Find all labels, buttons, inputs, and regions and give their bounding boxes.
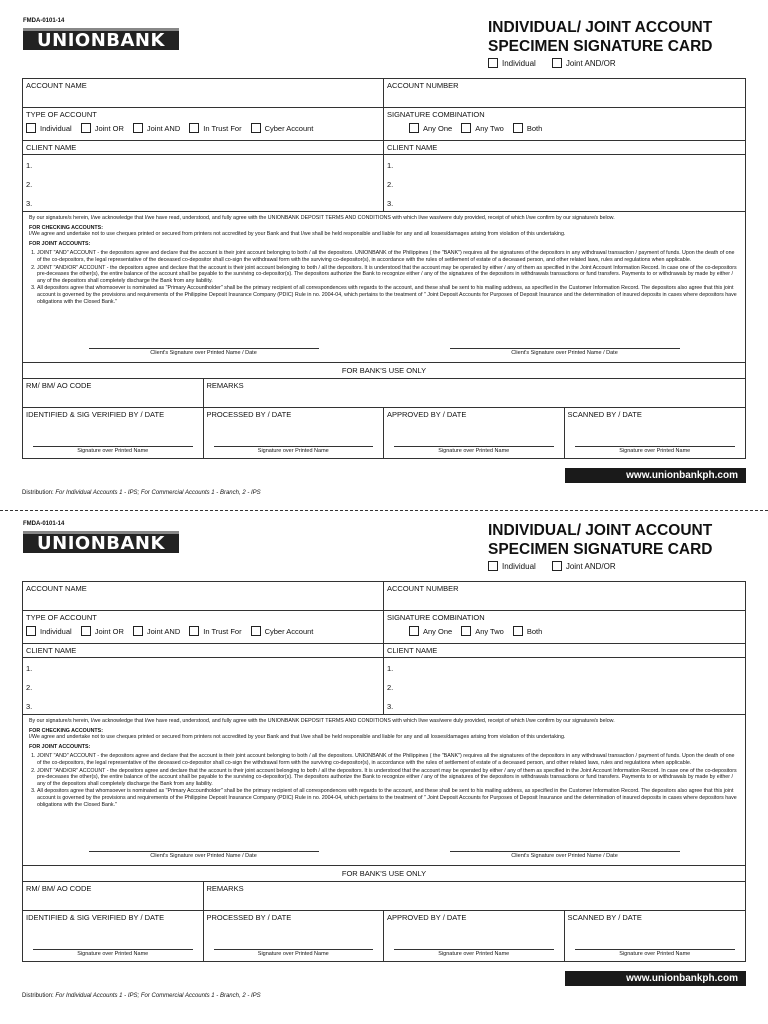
- combo-any-two-checkbox[interactable]: Any Two: [461, 626, 504, 636]
- client-names-left[interactable]: 1. 2. 3.: [23, 155, 384, 211]
- type-cyber-account-checkbox[interactable]: Cyber Account: [251, 123, 314, 133]
- processed-by-field[interactable]: PROCESSED BY / DATE Signature over Printed Name: [204, 408, 385, 458]
- account-number-field[interactable]: ACCOUNT NUMBER: [387, 81, 459, 90]
- signature-form: [22, 78, 746, 459]
- combo-both-checkbox[interactable]: Both: [513, 123, 542, 133]
- account-number-field[interactable]: ACCOUNT NUMBER: [387, 584, 459, 593]
- client-names-right[interactable]: 1. 2. 3.: [387, 161, 394, 208]
- type-joint-or-checkbox[interactable]: Joint OR: [81, 123, 124, 133]
- account-name-field[interactable]: ACCOUNT NAME: [23, 79, 384, 107]
- cut-line: [0, 510, 768, 511]
- joint-andor-checkbox[interactable]: Joint AND/OR: [552, 58, 616, 68]
- client-name-header-left: CLIENT NAME: [23, 644, 384, 657]
- form-code: FMDA-0101-14: [23, 521, 65, 527]
- verified-by-field[interactable]: IDENTIFIED & SIG VERIFIED BY / DATE Signature over Printed Name: [23, 408, 204, 458]
- client-name-header-left: CLIENT NAME: [23, 141, 384, 154]
- agreement-text: By our signature/s herein, I/we acknowledge that I/we have read, understood, and fully agree with the UNIONBANK DEPOSIT TERMS AND CONDITIONS with which I/we was/were duly provided, receipt of which I/we confirm by our signature/s below. FOR CHECKING ACCOUNTS: I/We agree and undertake not to use cheques printed or secured from printers not accredited by your Bank and that I/we shall be held responsible and liable for any and all losses/damages arising from violation of this undertaking. FOR JOINT ACCOUNTS: 1. JOINT "AND" ACCOUNT - the depositors agree and declare that the account is their joint account belonging to both / all the depositors. UNIONBANK of the Philippines ( the "BANK") requires all the signatures of the depositors in any withdrawal transaction / payment of funds. Upon the death of one of the co-depositors, the legal representative of the deceased co-depositor shall co-sign the withdrawal form with the surviving co-depositor(s), in accordance with the rules of settlement of estate of a deceased person, and other related laws, rules and regulations when applicable. 2. JOINT "AND/OR" ACCOUNT - the depositors agree and declare that the account is their joint account belonging to both / all the depositors. It is understood that the account may be operated by either / any of them as specified in the Joint Account Information Record. In case one of the co-depositors pre-deceases the other(s), the entire balance of the account shall be payable to the surviving co-depositor(s). The depositors authorize the Bank to recognize either / any of the signatures of the depositors in withdrawals transactions or fund transfers. Payments to or withdrawals by made by either / any of the depositors shall completely discharge the Bank from any liability. 3. All depositors agree that whomsoever is nominated as "Primary Accountholder" shall be the primary recipient of all correspondences with regards to the account, and these shall be sent to his mailing address, as specified in the Customer Information Record. The depositors also agree that this joint account is governed by the provisions and requirements of the Philippine Deposit Insurance Company (PDIC) Rule in no. 2004-04, which pertains to the treatment of " Joint Deposit Accounts for Purposes of Deposit Insurance and the determination of insured deposits in cases where depositors have obligations with the Closed Bank." Client's Signature over Printed Name / Date Client's Signature over Printed Name / Date: [23, 212, 745, 362]
- client-names-left[interactable]: 1. 2. 3.: [23, 658, 384, 714]
- type-joint-and-checkbox[interactable]: Joint AND: [133, 123, 180, 133]
- client-names-right[interactable]: 1. 2. 3.: [387, 664, 394, 711]
- card-type-checks: [488, 58, 616, 68]
- type-in-trust-for-checkbox[interactable]: In Trust For: [189, 626, 241, 636]
- joint-andor-checkbox[interactable]: Joint AND/OR: [552, 561, 616, 571]
- type-of-account: TYPE OF ACCOUNT Individual Joint OR Joint AND In Trust For Cyber Account: [23, 611, 384, 643]
- combo-both-checkbox[interactable]: Both: [513, 626, 542, 636]
- signature-combination: SIGNATURE COMBINATION Any One Any Two Both: [387, 110, 543, 133]
- signature-form: [22, 581, 746, 962]
- website-bar: www.unionbankph.com: [565, 468, 746, 483]
- form-code: FMDA-0101-14: [23, 18, 65, 24]
- type-joint-or-checkbox[interactable]: Joint OR: [81, 626, 124, 636]
- verified-by-field[interactable]: IDENTIFIED & SIG VERIFIED BY / DATE Signature over Printed Name: [23, 911, 204, 961]
- approved-by-field[interactable]: APPROVED BY / DATE Signature over Printed Name: [384, 408, 565, 458]
- scanned-by-field[interactable]: SCANNED BY / DATE Signature over Printed Name: [565, 911, 746, 961]
- client-signature-line-1[interactable]: Client's Signature over Printed Name / Date: [89, 348, 319, 357]
- combo-any-one-checkbox[interactable]: Any One: [409, 626, 452, 636]
- client-signature-line-1[interactable]: Client's Signature over Printed Name / Date: [89, 851, 319, 860]
- type-joint-and-checkbox[interactable]: Joint AND: [133, 626, 180, 636]
- combo-any-two-checkbox[interactable]: Any Two: [461, 123, 504, 133]
- individual-checkbox[interactable]: Individual: [488, 561, 536, 571]
- scanned-by-field[interactable]: SCANNED BY / DATE Signature over Printed Name: [565, 408, 746, 458]
- client-signature-line-2[interactable]: Client's Signature over Printed Name / Date: [450, 348, 680, 357]
- unionbank-logo: UNIONBANK: [23, 531, 179, 553]
- card-title: INDIVIDUAL/ JOINT ACCOUNT SPECIMEN SIGNATURE CARD: [488, 19, 713, 55]
- client-signature-line-2[interactable]: Client's Signature over Printed Name / Date: [450, 851, 680, 860]
- signature-combination: SIGNATURE COMBINATION Any One Any Two Both: [387, 613, 543, 636]
- combo-any-one-checkbox[interactable]: Any One: [409, 123, 452, 133]
- individual-checkbox[interactable]: Individual: [488, 58, 536, 68]
- account-name-field[interactable]: ACCOUNT NAME: [23, 582, 384, 610]
- website-bar: www.unionbankph.com: [565, 971, 746, 986]
- processed-by-field[interactable]: PROCESSED BY / DATE Signature over Printed Name: [204, 911, 385, 961]
- remarks-field[interactable]: REMARKS: [206, 381, 244, 390]
- unionbank-logo: UNIONBANK: [23, 28, 179, 50]
- distribution-note: Distribution: For Individual Accounts 1 - IPS; For Commercial Accounts 1 - Branch, 2 - IPS: [22, 993, 261, 999]
- client-name-header-right: CLIENT NAME: [387, 143, 438, 152]
- client-name-header-right: CLIENT NAME: [387, 646, 438, 655]
- distribution-note: Distribution: For Individual Accounts 1 - IPS; For Commercial Accounts 1 - Branch, 2 - IPS: [22, 490, 261, 496]
- agreement-text: By our signature/s herein, I/we acknowledge that I/we have read, understood, and fully agree with the UNIONBANK DEPOSIT TERMS AND CONDITIONS with which I/we was/were duly provided, receipt of which I/we confirm by our signature/s below. FOR CHECKING ACCOUNTS: I/We agree and undertake not to use cheques printed or secured from printers not accredited by your Bank and that I/we shall be held responsible and liable for any and all losses/damages arising from violation of this undertaking. FOR JOINT ACCOUNTS: 1. JOINT "AND" ACCOUNT - the depositors agree and declare that the account is their joint account belonging to both / all the depositors. UNIONBANK of the Philippines ( the "BANK") requires all the signatures of the depositors in any withdrawal transaction / payment of funds. Upon the death of one of the co-depositors, the legal representative of the deceased co-depositor shall co-sign the withdrawal form with the surviving co-depositor(s), in accordance with the rules of settlement of estate of a deceased person, and other related laws, rules and regulations when applicable. 2. JOINT "AND/OR" ACCOUNT - the depositors agree and declare that the account is their joint account belonging to both / all the depositors. It is understood that the account may be operated by either / any of them as specified in the Joint Account Information Record. In case one of the co-depositors pre-deceases the other(s), the entire balance of the account shall be payable to the surviving co-depositor(s). The depositors authorize the Bank to recognize either / any of the signatures of the depositors in withdrawals transactions or fund transfers. Payments to or withdrawals by made by either / any of the depositors shall completely discharge the Bank from any liability. 3. All depositors agree that whomsoever is nominated as "Primary Accountholder" shall be the primary recipient of all correspondences with regards to the account, and these shall be sent to his mailing address, as specified in the Customer Information Record. The depositors also agree that this joint account is governed by the provisions and requirements of the Philippine Deposit Insurance Company (PDIC) Rule in no. 2004-04, which pertains to the treatment of " Joint Deposit Accounts for Purposes of Deposit Insurance and the determination of insured deposits in cases where depositors have obligations with the Closed Bank." Client's Signature over Printed Name / Date Client's Signature over Printed Name / Date: [23, 715, 745, 865]
- bank-use-header: FOR BANK'S USE ONLY: [341, 366, 427, 375]
- type-individual-checkbox[interactable]: Individual: [26, 626, 72, 636]
- rm-code-field[interactable]: RM/ BM/ AO CODE: [23, 379, 204, 407]
- type-cyber-account-checkbox[interactable]: Cyber Account: [251, 626, 314, 636]
- bank-use-header: FOR BANK'S USE ONLY: [341, 869, 427, 878]
- remarks-field[interactable]: REMARKS: [206, 884, 244, 893]
- type-in-trust-for-checkbox[interactable]: In Trust For: [189, 123, 241, 133]
- type-of-account: TYPE OF ACCOUNT Individual Joint OR Joint AND In Trust For Cyber Account: [23, 108, 384, 140]
- type-individual-checkbox[interactable]: Individual: [26, 123, 72, 133]
- rm-code-field[interactable]: RM/ BM/ AO CODE: [23, 882, 204, 910]
- card-type-checks: [488, 561, 616, 571]
- card-title: INDIVIDUAL/ JOINT ACCOUNT SPECIMEN SIGNATURE CARD: [488, 522, 713, 558]
- approved-by-field[interactable]: APPROVED BY / DATE Signature over Printed Name: [384, 911, 565, 961]
